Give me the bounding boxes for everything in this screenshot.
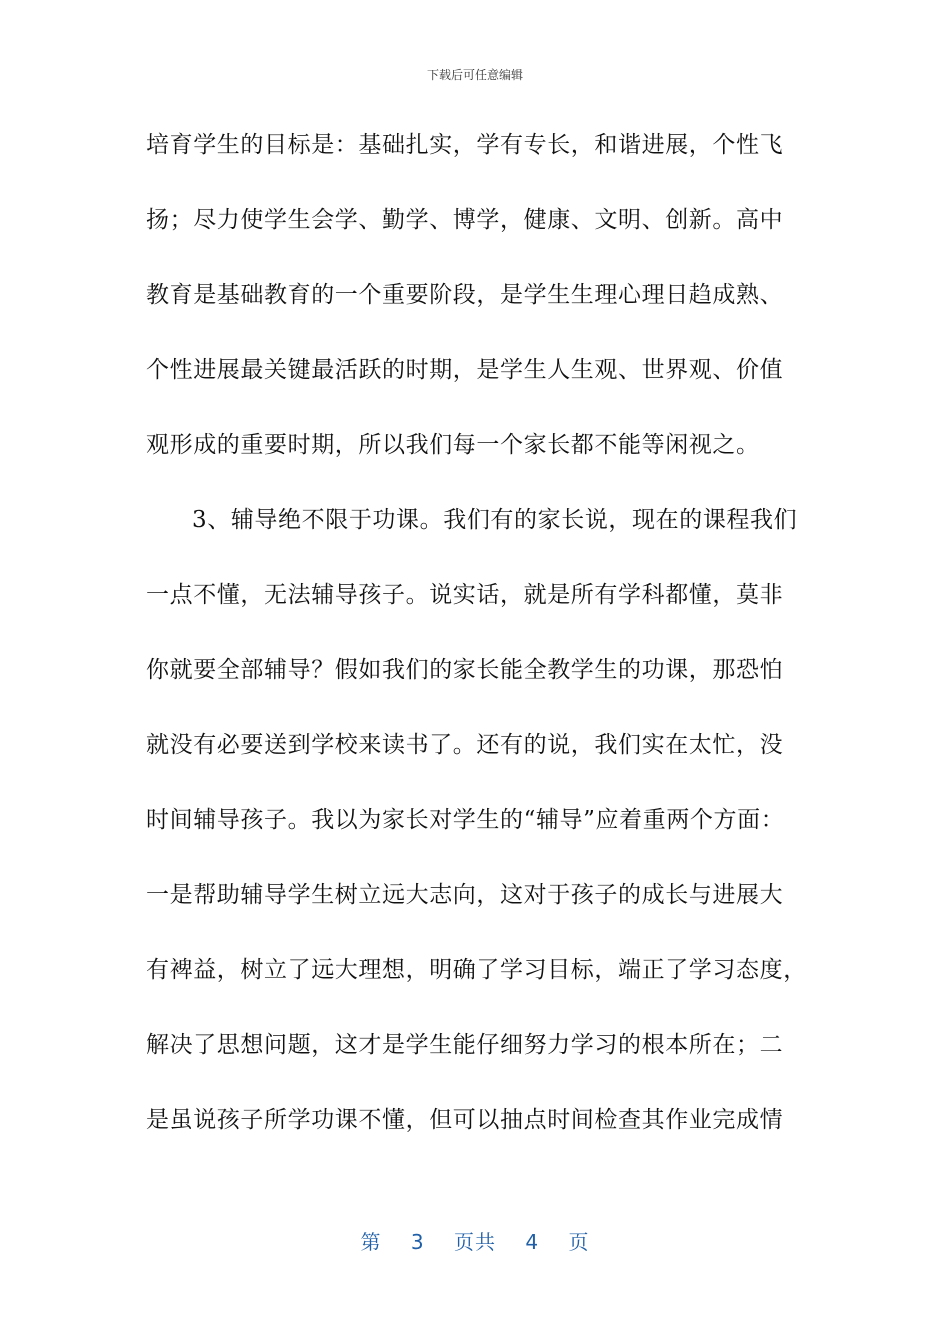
paragraph-2-line-4: 就没有必要送到学校来读书了。还有的说，我们实在太忙，没 [146, 732, 784, 758]
footer-current-page: 3 [410, 1230, 425, 1254]
paragraph-2-line-1: 3、辅导绝不限于功课。我们有的家长说，现在的课程我们 [192, 507, 798, 533]
paragraph-1-line-4: 个性进展最关键最活跃的时期，是学生人生观、世界观、价值 [146, 357, 784, 383]
paragraph-2-line-9: 是虽说孩子所学功课不懂，但可以抽点时间检查其作业完成情 [146, 1107, 784, 1133]
paragraph-2-line-8: 解决了思想问题，这才是学生能仔细努力学习的根本所在；二 [146, 1032, 784, 1058]
paragraph-2-line-3: 你就要全部辅导？假如我们的家长能全教学生的功课，那恐怕 [146, 657, 784, 683]
paragraph-1-line-2: 扬；尽力使学生会学、勤学、博学，健康、文明、创新。高中 [146, 207, 784, 233]
paragraph-2-line-2: 一点不懂，无法辅导孩子。说实话，就是所有学科都懂，莫非 [146, 582, 784, 608]
footer-middle: 页共 [454, 1230, 496, 1254]
paragraph-1-line-1: 培育学生的目标是：基础扎实，学有专长，和谐进展，个性飞 [146, 132, 784, 158]
footer-prefix: 第 [360, 1230, 382, 1254]
paragraph-1-line-3: 教育是基础教育的一个重要阶段，是学生生理心理日趋成熟、 [146, 282, 784, 308]
paragraph-2-line-5: 时间辅导孩子。我以为家长对学生的“辅导”应着重两个方面： [146, 807, 785, 833]
footer-suffix: 页 [568, 1230, 590, 1254]
document-body [146, 125, 806, 1175]
paragraph-2-line-7: 有裨益，树立了远大理想，明确了学习目标，端正了学习态度， [146, 957, 807, 983]
page-footer [0, 1226, 950, 1255]
paragraph-1-line-5: 观形成的重要时期，所以我们每一个家长都不能等闲视之。 [146, 432, 760, 458]
paragraph-2-line-6: 一是帮助辅导学生树立远大志向，这对于孩子的成长与进展大 [146, 882, 784, 908]
header-note: 下载后可任意编辑 [426, 68, 523, 82]
footer-total-pages: 4 [525, 1230, 540, 1254]
